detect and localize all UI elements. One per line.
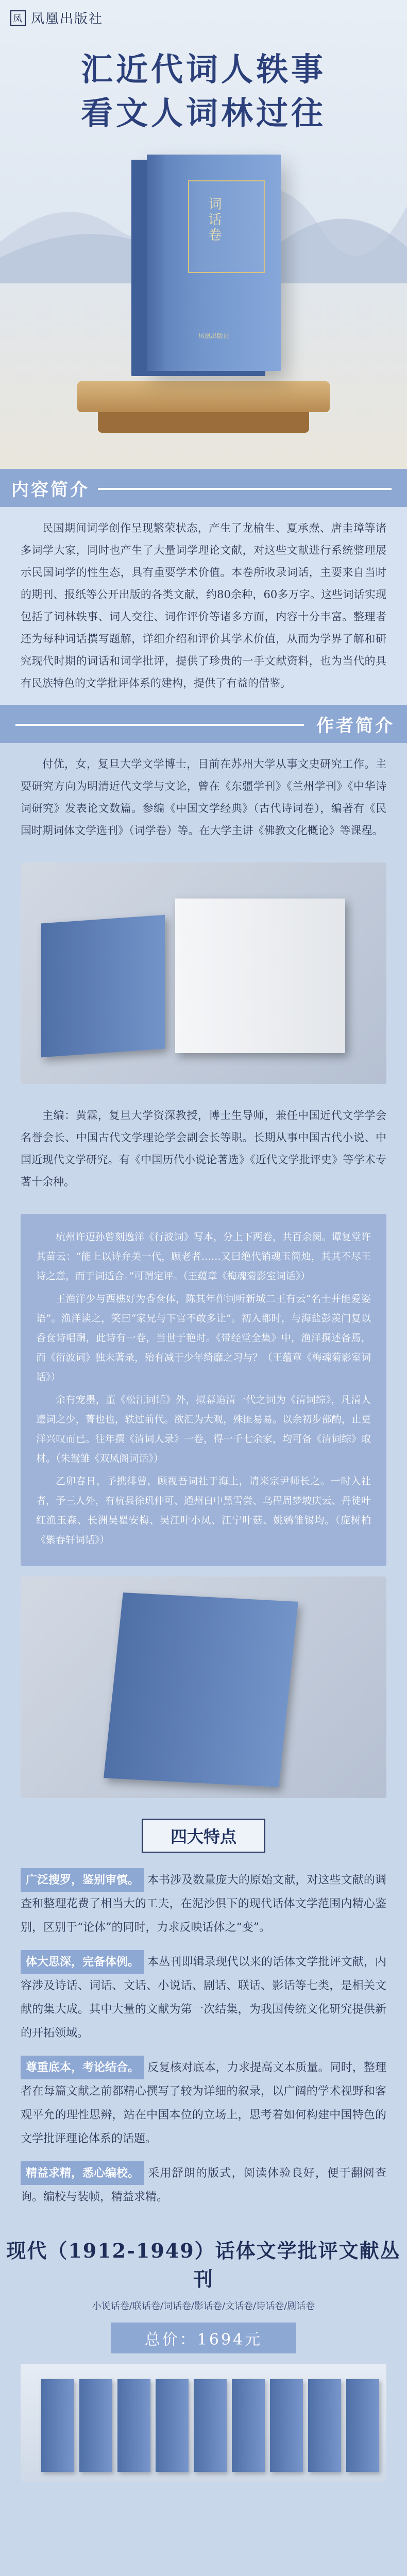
book-set-photo	[21, 2364, 386, 2482]
book-volume	[79, 2379, 112, 2472]
book-volume	[232, 2379, 265, 2472]
excerpt-box	[21, 1214, 386, 1566]
book-spine	[147, 155, 164, 371]
feature-tag: 体大思深，完备体例。	[21, 1950, 144, 1974]
book-image	[104, 1592, 298, 1787]
book-label	[188, 180, 265, 273]
excerpt-paragraph: 王渔洋少与西樵好为香奁体，陈其年作词听新城二王有云“名士并能爱姿语”。渔洋读之，笑曰“家兄与下官不敢多让”。初入都时，与海盐彭羡门复以香奁诗唱酬，此诗有一卷，当世于艳时。《带经堂全集》中，渔洋撰述备焉，而《衍波词》独未著录，殆有减于少年绮靡之习与？（王蕴章《梅魂菊影室词话》）	[36, 1293, 371, 1383]
book-volume	[308, 2379, 341, 2472]
feature-tag: 尊重底本，考论结合。	[21, 2056, 144, 2079]
phoenix-logo-icon: 凤	[10, 10, 26, 26]
feature-text: 本书涉及数量庞大的原始文献，对这些文献的调查和整理花费了相当大的工夫，在泥沙俱下的现代话体文学范围内精心鉴别，区别于“论体”的同时，力求反映话体之“变”。	[21, 1874, 386, 1934]
intro-text: 民国期间词学创作呈现繁荣状态，产生了龙榆生、夏承焘、唐圭璋等诸多词学大家，同时也产生了大量词学理论文献，对这些文献进行系统整理展示民国词学的性生态，具有重要学术价值。本卷所收录词话，主要来自当时的期刊、报纸等公开出版的各类文献，约80余种，60多万字。这些词话实现包括了词林轶事、词人交往、词作评价等诸多方面，内容十分丰富。整理者还为每种词话撰写题解，详细介绍和评价其学术价值，从而为学界了解和研究现代时期的词话和词学批评，提供了珍贵的一手文献资料，也为当代的具有民族特色的文学批评体系的建构，提供了有益的借鉴。	[0, 507, 407, 705]
book-volume	[41, 2379, 74, 2472]
book-volume	[270, 2379, 303, 2472]
book-volume	[346, 2379, 379, 2472]
feature-tag: 广泛搜罗，鉴别审慎。	[21, 1868, 144, 1892]
display-table	[77, 381, 330, 412]
author-text-1: 付优，女，复旦大学文学博士，目前在苏州大学从事文史研究工作。主要研究方向为明清近代文学与文论，曾在《东疆学刊》《兰州学刊》《中华诗词研究》发表论文数篇。参编《中国文学经典》（古代诗词卷），编著有《民国时期词体文学选刊》（词学卷）等。在大学主讲《佛教文化概论》等课程。	[21, 758, 386, 837]
series-volumes: 小说话卷/联话卷/词话卷/影话卷/文话卷/诗话卷/剧话卷	[92, 2301, 315, 2312]
publisher-logo	[10, 8, 103, 27]
publisher-name: 凤凰出版社	[31, 11, 104, 27]
book-image	[41, 915, 165, 1058]
feature-item	[0, 1863, 407, 1945]
price-badge: 总价：1694元	[111, 2323, 296, 2353]
feature-item	[0, 2156, 407, 2214]
feature-item	[0, 1945, 407, 2050]
book-volume	[156, 2379, 189, 2472]
hero-banner	[0, 0, 407, 469]
open-book-image	[175, 899, 345, 1053]
feature-item	[0, 2050, 407, 2156]
feature-text: 本丛刊即辑录现代以来的话体文学批评文献，内容涉及诗话、词话、文话、小说话、剧话、联话、影话等七类，是相关文献的集大成。其中大量的文献为第一次结集，为我国传统文化研究提供新的开拓领域。	[21, 1956, 386, 2040]
header-divider	[98, 488, 392, 490]
book-publisher: 凤凰出版社	[198, 332, 230, 340]
feature-text: 采用舒朗的版式，阅读体验良好，便于翻阅查询。编校与装帧，精益求精。	[21, 2167, 386, 2204]
hero-title-line1: 汇近代词人轶事	[80, 50, 326, 88]
excerpt-paragraph: 杭州许迈孙曾刻逸洋《行波词》写本，分上下两卷，共百余阕。谭复堂许其苗云：“能上以诗弁美一代，顾老者……又曰绝代销魂玉简烛，其其不尽王诗之意，而于词适合。”可谓定评。（王蕴章《梅魂菊影室词话》）	[36, 1231, 371, 1282]
display-table-base	[98, 412, 309, 433]
book-volume	[117, 2379, 150, 2472]
intro-section-header	[0, 469, 407, 507]
book-title: 词话卷	[206, 197, 222, 243]
author-header-title: 作者简介	[316, 715, 395, 736]
excerpt-paragraph: 乙卯春日，予携徘曾，顾视吾词社于海上，请来宗尹师长之。一时入社者，予三人外，有杭县徐玑仲可、通州白中黑雪尝、乌程周梦坡庆云、丹徒叶红渔玉森、长洲吴瞿安梅、吴江叶小凤、江宁叶菇、姚鹓雏锡均。（庞树柏《紫春轩词话》）	[36, 1476, 371, 1546]
book-open-photo	[21, 862, 386, 1084]
series-title: 现代（1912-1949）话体文学批评文献丛刊	[6, 2239, 401, 2291]
book-volume	[194, 2379, 227, 2472]
feature-tag: 精益求精，悉心编校。	[21, 2161, 144, 2185]
header-divider	[15, 724, 304, 726]
series-block	[0, 2235, 407, 2312]
feature-text: 反复核对底本，力求提高文本质量。同时，整理者在每篇文献之前都精心撰写了较为详细的叙录，以广阔的学术视野和客观平允的理性思辨，站在中国本位的立场上，思考着如何构建中国特色的文学批评理论体系的话题。	[21, 2061, 386, 2145]
excerpt-paragraph: 余有宠墨，董《松江词话》外，拟幕追清一代之词为《清词综》，凡清人遗词之少，菁也也，轶过前代。欲汇为大观，殊匪易易。以余初步部酌，止更洋兴叹而已。往年撰《清词人录》一卷，得一千七余家，均可备《清词综》取材。（朱鸳雏《双凤阁词话》）	[36, 1394, 371, 1464]
intro-header-title: 内容简介	[11, 479, 90, 500]
features-title: 四大特点	[142, 1819, 265, 1853]
hero-title-line2: 看文人词林过往	[80, 94, 326, 132]
book-hardcover-photo	[21, 1577, 386, 1798]
book-cover-image	[147, 155, 281, 371]
author-section-header	[0, 705, 407, 743]
author-text-2: 主编：黄霖，复旦大学资深教授，博士生导师，兼任中国近代文学学会名誉会长、中国古代文学理论学会副会长等职。长期从事中国古代小说、中国近现代文学研究。有《中国历代小说论著选》《近代文学批评史》等学术专著十余种。	[21, 1109, 386, 1188]
